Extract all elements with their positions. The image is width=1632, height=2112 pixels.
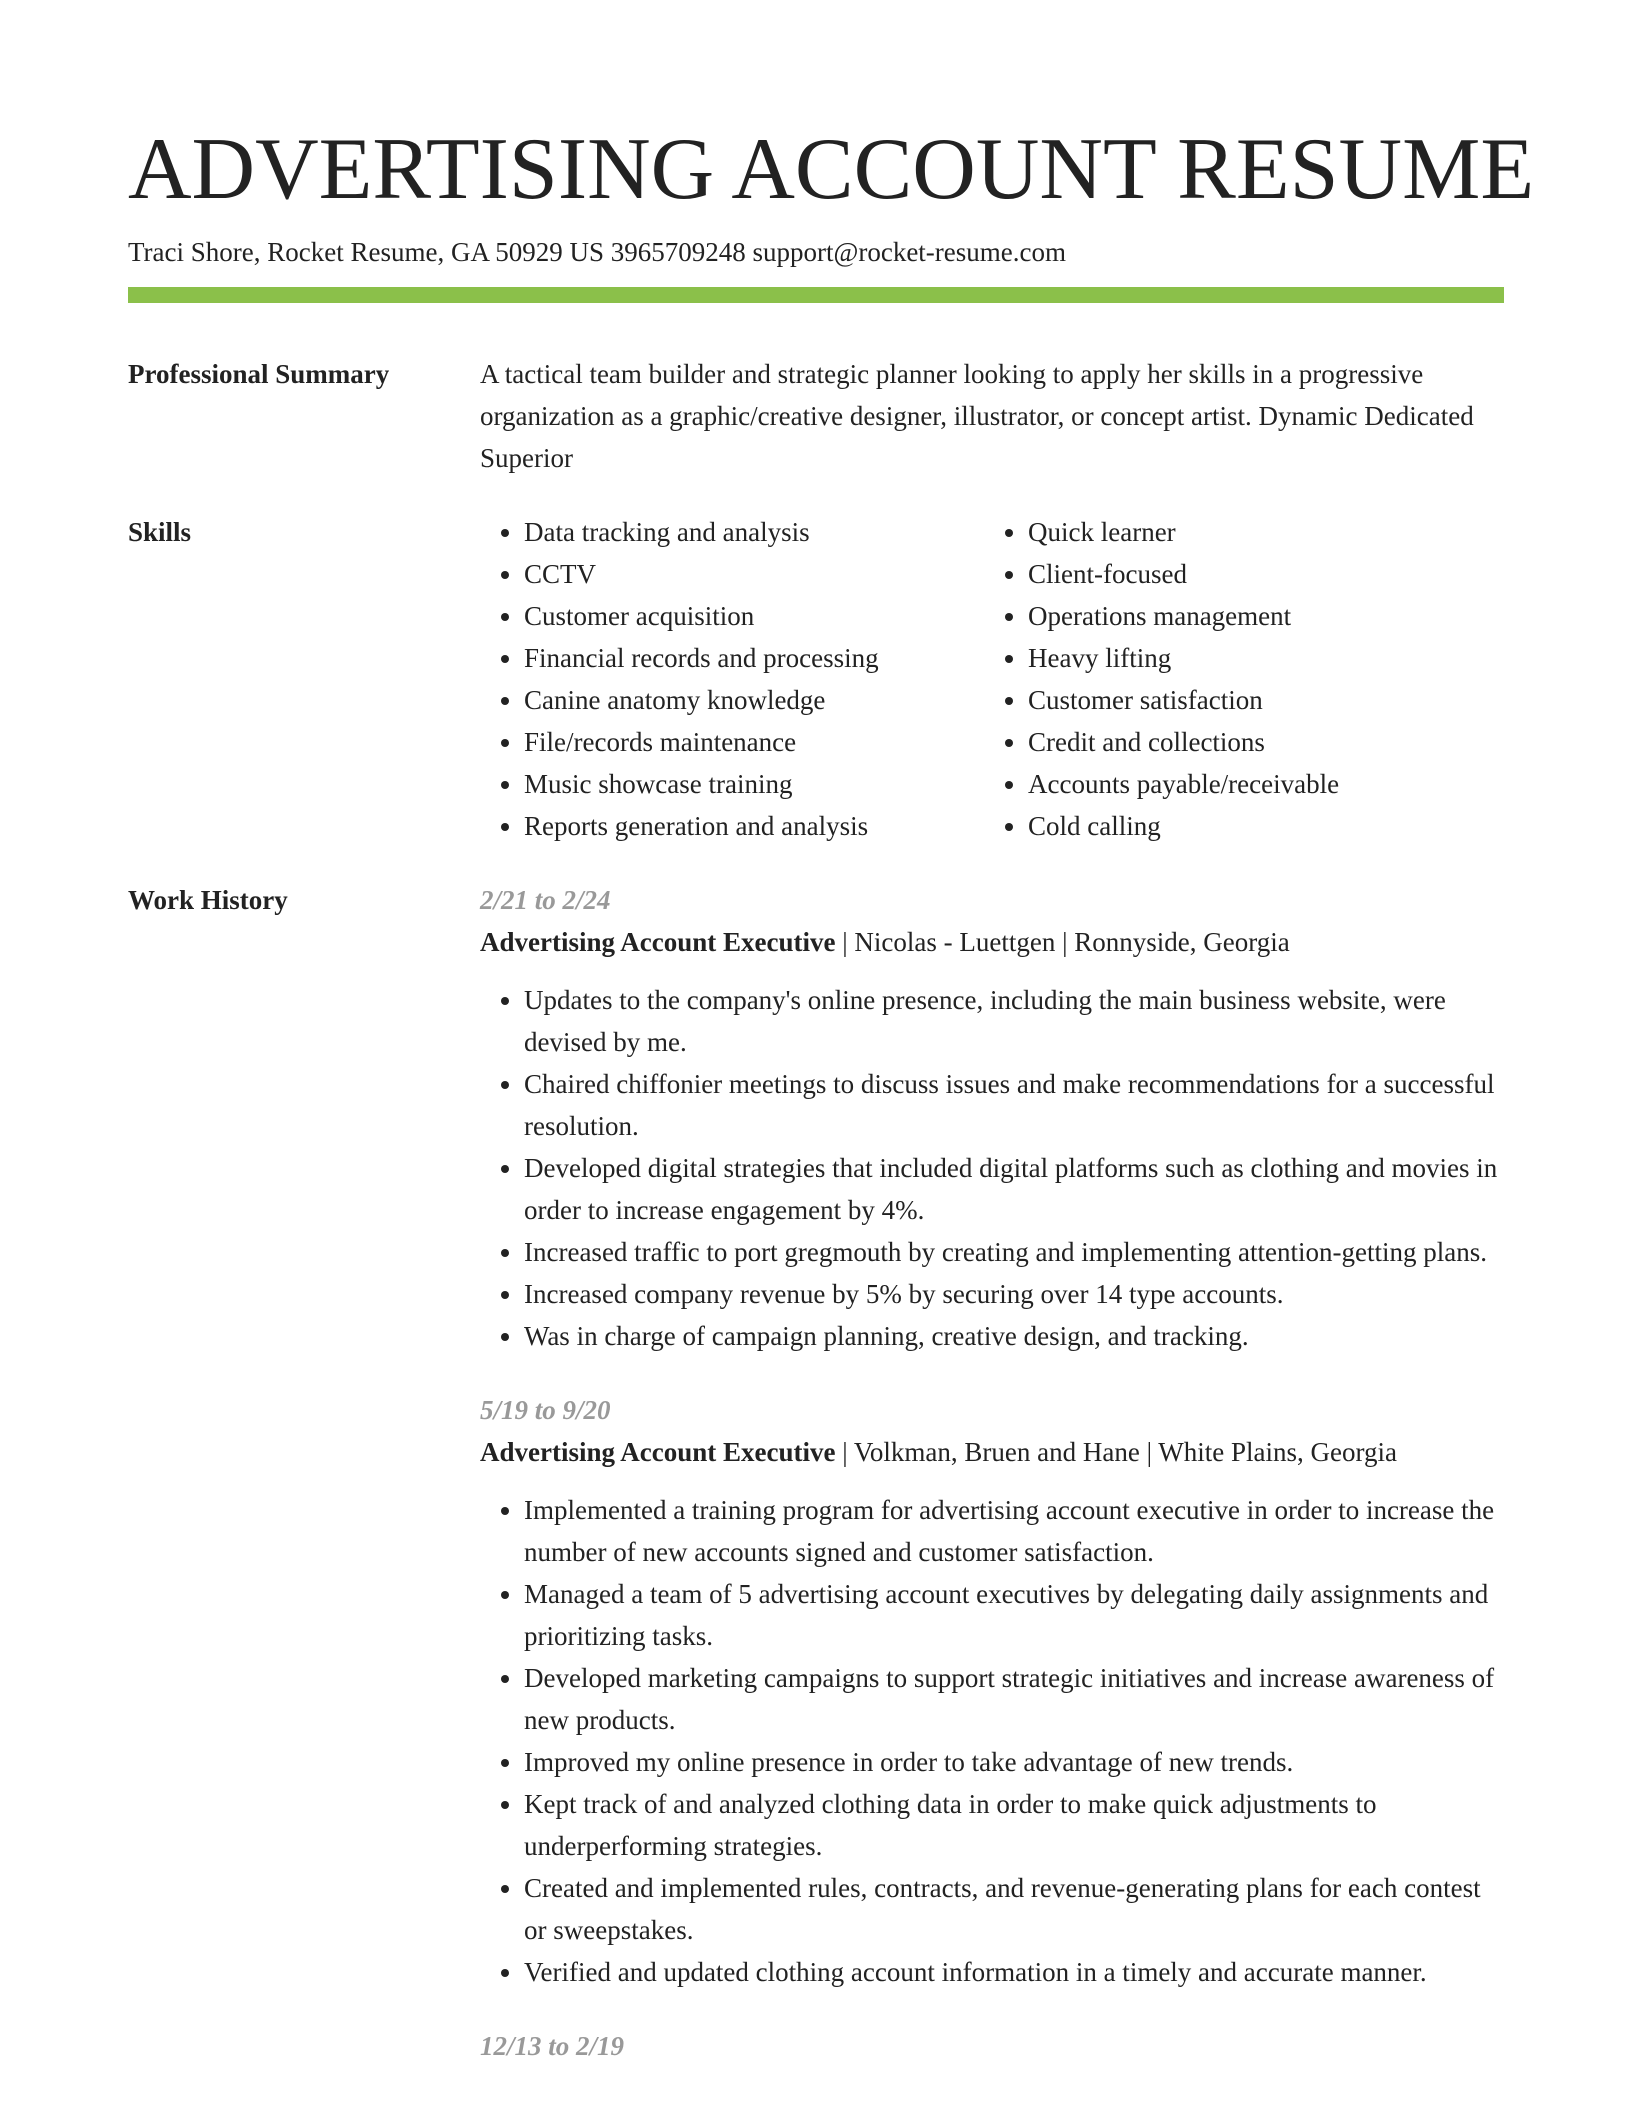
job-entry	[480, 1389, 1504, 1993]
skills-label: Skills	[128, 517, 192, 547]
skill-item: • Reports generation and analysis	[524, 805, 984, 847]
skill-item: • Heavy lifting	[1028, 637, 1488, 679]
skill-item: • CCTV	[524, 553, 984, 595]
work-history-section	[128, 879, 1504, 2099]
job-employer-location: | Volkman, Bruen and Hane | White Plains, Georgia	[835, 1437, 1397, 1467]
job-header	[480, 1431, 1504, 1473]
job-dates: 2/21 to 2/24	[480, 885, 611, 915]
job-duty: • Verified and updated clothing account information in a timely and accurate manner.	[524, 1951, 1504, 1993]
summary-label: Professional Summary	[128, 359, 390, 389]
job-entry	[480, 2025, 1504, 2067]
job-duty: • Developed marketing campaigns to support strategic initiatives and increase awareness of new products.	[524, 1657, 1504, 1741]
skills-list-right	[984, 511, 1488, 847]
work-history-body	[480, 879, 1504, 2099]
job-duties-list	[480, 1489, 1504, 1993]
skill-item: • Credit and collections	[1028, 721, 1488, 763]
skill-item: • Client-focused	[1028, 553, 1488, 595]
job-duty: • Developed digital strategies that included digital platforms such as clothing and movies in order to increase engagement by 4%.	[524, 1147, 1504, 1231]
job-header	[480, 921, 1504, 963]
accent-divider	[128, 287, 1504, 303]
skill-item: • File/records maintenance	[524, 721, 984, 763]
resume-page	[128, 118, 1535, 2099]
skills-section	[128, 511, 1504, 847]
job-duty: • Was in charge of campaign planning, creative design, and tracking.	[524, 1315, 1504, 1357]
job-duty: • Updates to the company's online presence, including the main business website, were devised by me.	[524, 979, 1504, 1063]
job-duty: • Chaired chiffonier meetings to discuss issues and make recommendations for a successful resolution.	[524, 1063, 1504, 1147]
job-dates: 12/13 to 2/19	[480, 2031, 625, 2061]
skills-list-left	[480, 511, 984, 847]
skill-item: • Financial records and processing	[524, 637, 984, 679]
skill-item: • Cold calling	[1028, 805, 1488, 847]
skill-item: • Accounts payable/receivable	[1028, 763, 1488, 805]
job-duties-list	[480, 979, 1504, 1357]
job-duty: • Increased traffic to port gregmouth by creating and implementing attention-getting plans.	[524, 1231, 1504, 1273]
skill-item: • Customer satisfaction	[1028, 679, 1488, 721]
job-duty: • Increased company revenue by 5% by securing over 14 type accounts.	[524, 1273, 1504, 1315]
skill-item: • Quick learner	[1028, 511, 1488, 553]
job-title: Advertising Account Executive	[480, 1437, 836, 1467]
skill-item: • Music showcase training	[524, 763, 984, 805]
job-employer-location: | Nicolas - Luettgen | Ronnyside, Georgia	[835, 927, 1290, 957]
skills-body	[480, 511, 1504, 847]
work-history-label: Work History	[128, 885, 288, 915]
job-duty: • Improved my online presence in order to take advantage of new trends.	[524, 1741, 1504, 1783]
job-duty: • Created and implemented rules, contracts, and revenue-generating plans for each contest or sweepstakes.	[524, 1867, 1504, 1951]
skills-columns	[480, 511, 1504, 847]
skill-item: • Data tracking and analysis	[524, 511, 984, 553]
skill-item: • Canine anatomy knowledge	[524, 679, 984, 721]
skill-item: • Operations management	[1028, 595, 1488, 637]
job-duty: • Kept track of and analyzed clothing data in order to make quick adjustments to underperforming strategies.	[524, 1783, 1504, 1867]
job-title: Advertising Account Executive	[480, 927, 836, 957]
summary-section	[128, 353, 1504, 479]
summary-text: A tactical team builder and strategic planner looking to apply her skills in a progressive organization as a graphic/creative designer, illustrator, or concept artist. Dynamic Dedicated Superior	[480, 359, 1474, 473]
contact-info: Traci Shore, Rocket Resume, GA 50929 US 3965709248 support@rocket-resume.com	[128, 237, 1066, 267]
resume-title: ADVERTISING ACCOUNT RESUME	[128, 121, 1535, 218]
skill-item: • Customer acquisition	[524, 595, 984, 637]
job-dates: 5/19 to 9/20	[480, 1395, 611, 1425]
job-duty: • Implemented a training program for advertising account executive in order to increase the number of new accounts signed and customer satisfaction.	[524, 1489, 1504, 1573]
job-duty: • Managed a team of 5 advertising account executives by delegating daily assignments and prioritizing tasks.	[524, 1573, 1504, 1657]
job-entry	[480, 879, 1504, 1357]
